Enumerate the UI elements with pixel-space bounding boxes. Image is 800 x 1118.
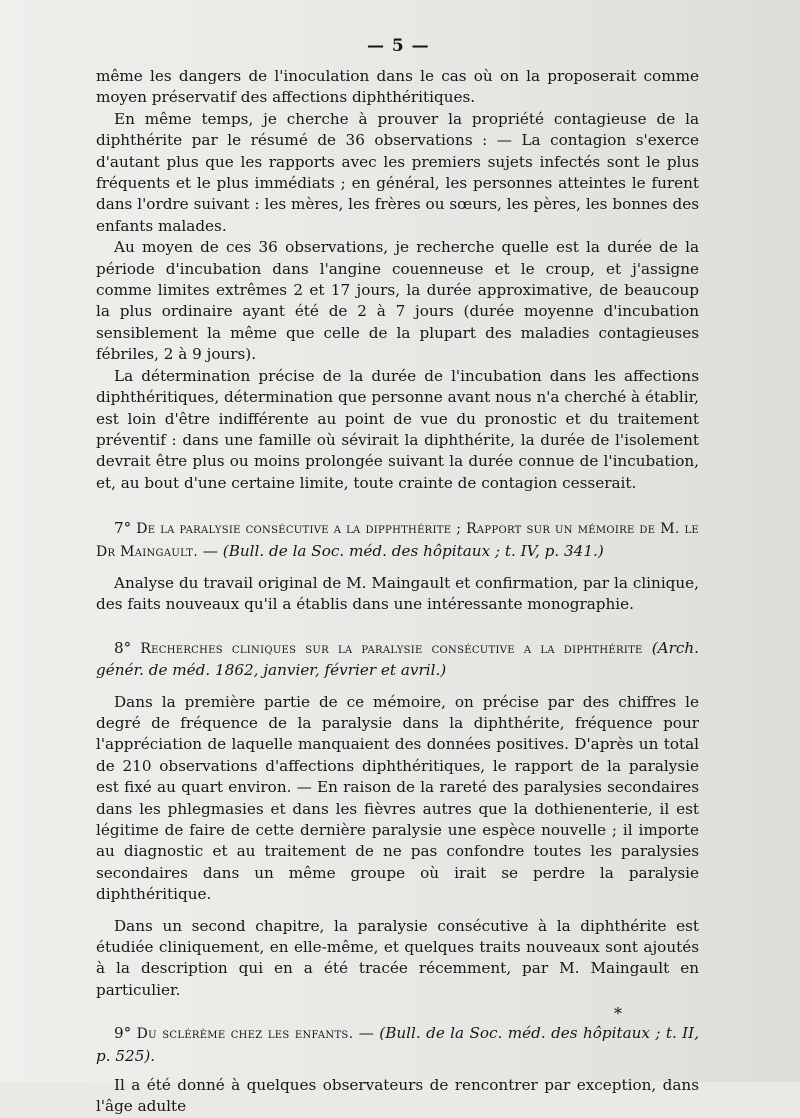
- paragraph: Au moyen de ces 36 observations, je recherche quelle est la durée de la période d'incubation dans l'angine couenneuse et le croup, et j'assigne comme limites extrêmes 2 et 17 jours, la durée approximative, de beaucoup la plus ordinaire ayant été de 2 à 7 jours (durée moyenne d'incubation sensiblement la même que celle de la plupart des maladies contagieuses fébriles, 2 à 9 jours).: [96, 238, 699, 364]
- section-heading-7: 7° De la paralysie consécutive a la dipphthérite ; Rapport sur un mémoire de M. le Dr Maingault. — (Bull. de la Soc. méd. des hôpitaux ; t. IV, p. 341.): [96, 519, 699, 560]
- section-reference: (Arch. génér. de méd. 1862, janvier, février et avril.): [96, 638, 699, 680]
- section-reference: (Bull. de la Soc. méd. des hôpitaux ; t. II, p. 525).: [96, 1024, 700, 1065]
- paragraph: En même temps, je cherche à prouver la propriété contagieuse de la diphthérite par le résumé de 36 observations : — La contagion s'exerce d'autant plus que les rapports avec les premiers sujets infectés sont le plus fréquents et le plus immédiats ; en général, les personnes atteintes le furent dans l'ordre suivant : les mères, les frères ou sœurs, les pères, les bonnes des enfants malades.: [96, 109, 699, 235]
- paragraph: La détermination précise de la durée de l'incubation dans les affections diphthéritiques, détermination que personne avant nous n'a cherché à établir, est loin d'être indifférente au point de vue du pronostic et du traitement préventif : dans une famille où sévirait la diphthérite, la durée de l'isolement devrait être plus ou moins prolongée suivant la durée connue de l'incubation, et, au bout d'une certaine limite, toute crainte de contagion cesserait.: [96, 366, 699, 492]
- section-title: Du sclérème chez les enfants.: [136, 1026, 354, 1043]
- footer-mark: *: [614, 1004, 622, 1023]
- paragraph: même les dangers de l'inoculation dans le cas où on la proposerait comme moyen préservatif des affections diphthéritiques.: [96, 67, 699, 107]
- page-number: — 5 —: [367, 36, 430, 56]
- section-number: 8°: [114, 638, 132, 657]
- paragraph: Dans un second chapitre, la paralysie consécutive à la diphthérite est étudiée cliniquement, en elle-même, et quelques traits nouveaux sont ajoutés à la description qui en a été tracée récemment, par M. Maingault en particulier.: [96, 916, 699, 999]
- paragraph: Analyse du travail original de M. Maingault et confirmation, par la clinique, des faits nouveaux qu'il a établis dans une intéressante monographie.: [96, 573, 699, 614]
- section-number: 7°: [114, 519, 132, 538]
- section-reference: (Bull. de la Soc. méd. des hôpitaux ; t. IV, p. 341.): [222, 541, 604, 560]
- section-heading-9: 9° Du sclérème chez les enfants. — (Bull. de la Soc. méd. des hôpitaux ; t. II, p. 525).: [96, 1024, 700, 1065]
- paragraph: Dans la première partie de ce mémoire, on précise par des chiffres le degré de fréquence de la paralysie dans la diphthérite, fréquence pour l'appréciation de laquelle manquaient des données positives. D'après un total de 210 observations d'affections diphthéritiques, le rapport de la paralysie est fixé au quart environ. — En raison de la rareté des paralysies secondaires dans les phlegmasies et dans les fièvres autres que la dothienenterie, il est légitime de faire de cette dernière paralysie une espèce nouvelle ; il importe au diagnostic et au traitement de ne pas confondre toutes les paralysies secondaires dans un même groupe où irait se perdre la paralysie diphthéritique.: [96, 692, 699, 904]
- section-number: 9°: [114, 1024, 132, 1043]
- page-body: [96, 66, 699, 1118]
- paragraph: Il a été donné à quelques observateurs de rencontrer par exception, dans l'âge adulte: [96, 1076, 699, 1116]
- section-title: Recherches cliniques sur la paralysie consécutive a la diphthérite: [140, 640, 643, 657]
- section-title: De la paralysie consécutive a la dipphthérite ; Rapport sur un mémoire de M. le Dr Maingault.: [96, 521, 699, 560]
- section-heading-8: [96, 638, 699, 682]
